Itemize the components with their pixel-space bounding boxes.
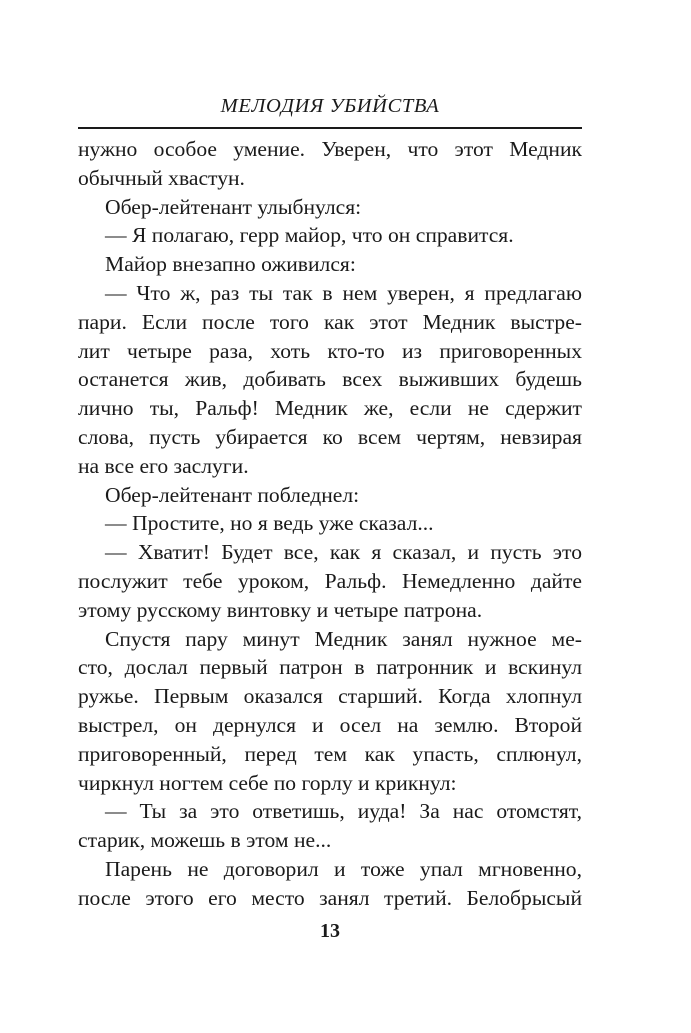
text-line: сто, дослал первый патрон в патронник и вскинул	[78, 655, 582, 680]
text-line: на все его заслуги.	[78, 453, 249, 478]
text-line: лично ты, Ральф! Медник же, если не сдержит	[78, 396, 582, 421]
text-line: Спустя пару минут Медник занял нужное ме-	[105, 626, 582, 651]
text-line: чиркнул ногтем себе по горлу и крикнул:	[78, 770, 457, 795]
text-line: нужно особое умение. Уверен, что этот Медник	[78, 137, 582, 161]
text-line: — Что ж, раз ты так в нем уверен, я предлагаю	[105, 280, 582, 305]
page-number: 13	[320, 920, 340, 942]
text-line: Парень не договорил и тоже упал мгновенно,	[105, 856, 582, 881]
text-line: Обер-лейтенант улыбнулся:	[105, 194, 362, 219]
header-rule	[78, 127, 582, 129]
text-line: после этого его место занял третий. Белобрысый	[78, 885, 582, 910]
text-line: старик, можешь в этом не...	[78, 828, 332, 853]
body-text	[78, 135, 582, 913]
text-line: выстрел, он дернулся и осел на землю. Второй	[78, 712, 582, 737]
text-line: Майор внезапно оживился:	[105, 252, 356, 277]
text-line: Обер-лейтенант побледнел:	[105, 482, 360, 507]
text-line: — Простите, но я ведь уже сказал...	[105, 511, 434, 536]
text-line: слова, пусть убирается ко всем чертям, невзирая	[78, 424, 582, 449]
text-line: обычный хвастун.	[78, 165, 245, 190]
text-line: ружье. Первым оказался старший. Когда хлопнул	[78, 684, 582, 709]
text-line: — Хватит! Будет все, как я сказал, и пусть это	[105, 540, 582, 565]
text-line: останется жив, добивать всех выживших будешь	[78, 367, 582, 392]
text-line: этому русскому винтовку и четыре патрона.	[78, 597, 483, 622]
text-line: — Я полагаю, герр майор, что он справится.	[105, 223, 514, 248]
text-line: приговоренный, перед тем как упасть, сплюнул,	[78, 741, 582, 766]
text-line: пари. Если после того как этот Медник выстре-	[78, 309, 582, 334]
text-line: послужит тебе уроком, Ральф. Немедленно дайте	[78, 568, 582, 593]
running-head: МЕЛОДИЯ УБИЙСТВА	[220, 95, 440, 117]
text-line: лит четыре раза, хоть кто-то из приговоренных	[78, 338, 582, 363]
text-line: — Ты за это ответишь, иуда! За нас отомстят,	[105, 799, 582, 824]
